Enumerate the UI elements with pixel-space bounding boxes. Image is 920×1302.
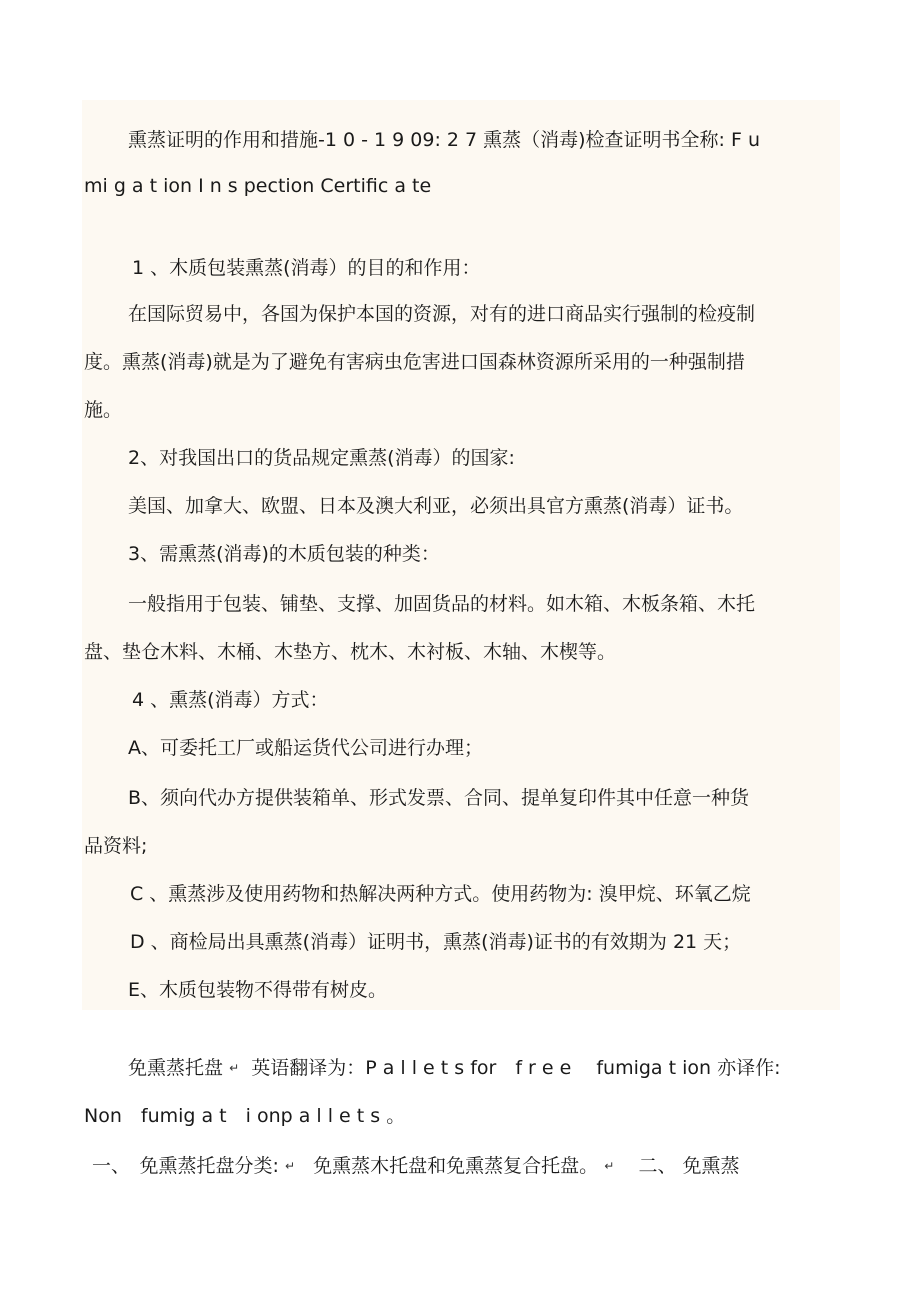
list-item-b: B、须向代办方提供装箱单、形式发票、合同、提单复印件其中任意一种货 <box>128 787 750 809</box>
list-item-b-continued: 品资料; <box>84 835 148 857</box>
title-line-continued: mi g a t ion I n s pection Certific a te <box>84 175 432 197</box>
paragraph-line: 盘、垫仓木料、木桶、木垫方、枕木、木衬板、木轴、木楔等。 <box>84 641 617 663</box>
title-line: 熏蒸证明的作用和措施-1 0 - 1 9 09: 2 7 熏蒸（消毒)检查证明书全称: F u <box>128 129 761 151</box>
list-item-e: E、木质包装物不得带有树皮。 <box>128 979 388 1001</box>
list-item-a: A、可委托工厂或船运货代公司进行办理； <box>128 737 483 759</box>
paragraph-line: 一般指用于包装、铺垫、支撑、加固货品的材料。如木箱、木板条箱、木托 <box>128 593 756 615</box>
return-mark-icon: ↵ <box>604 1159 615 1173</box>
pallet-term: 免熏蒸托盘 <box>128 1057 224 1079</box>
paragraph-line: 在国际贸易中，各国为保护本国的资源，对有的进口商品实行强制的检疫制 <box>128 303 756 325</box>
paragraph-line: 美国、加拿大、欧盟、日本及澳大利亚，必须出具官方熏蒸(消毒）证书。 <box>128 495 744 517</box>
section-heading-1: 1 、木质包装熏蒸(消毒）的目的和作用： <box>132 257 481 279</box>
paragraph-line: 施。 <box>84 399 123 421</box>
list-item-d: D 、商检局出具熏蒸(消毒）证明书，熏蒸(消毒)证书的有效期为 21 天； <box>130 931 742 953</box>
section-heading-2: 2、对我国出口的货品规定熏蒸(消毒）的国家: <box>128 447 515 469</box>
paragraph-line: 度。熏蒸(消毒)就是为了避免有害病虫危害进口国森林资源所采用的一种强制措 <box>84 351 745 373</box>
section-heading-4: 4 、熏蒸(消毒）方式： <box>132 689 329 711</box>
paragraph-line <box>128 1056 781 1080</box>
return-mark-icon: ↵ <box>229 1061 240 1075</box>
section-heading-3: 3、需熏蒸(消毒)的木质包装的种类： <box>128 543 440 565</box>
classification-text: 免熏蒸木托盘和免熏蒸复合托盘。 <box>313 1155 599 1177</box>
return-mark-icon: ↵ <box>284 1159 296 1173</box>
classification-heading: 一、 免熏蒸托盘分类: <box>92 1155 279 1177</box>
next-heading: 二、 免熏蒸 <box>638 1155 740 1177</box>
list-item-c: C 、熏蒸涉及使用药物和热解决两种方式。使用药物为: 溴甲烷、环氧乙烷 <box>130 883 751 905</box>
translation-text: 英语翻译为：P a l l e t s for f r e e fumiga t ion 亦译作: <box>251 1057 781 1079</box>
paragraph-line: Non fumig a t i onp a l l e t s 。 <box>84 1105 406 1127</box>
classification-line <box>92 1154 739 1178</box>
